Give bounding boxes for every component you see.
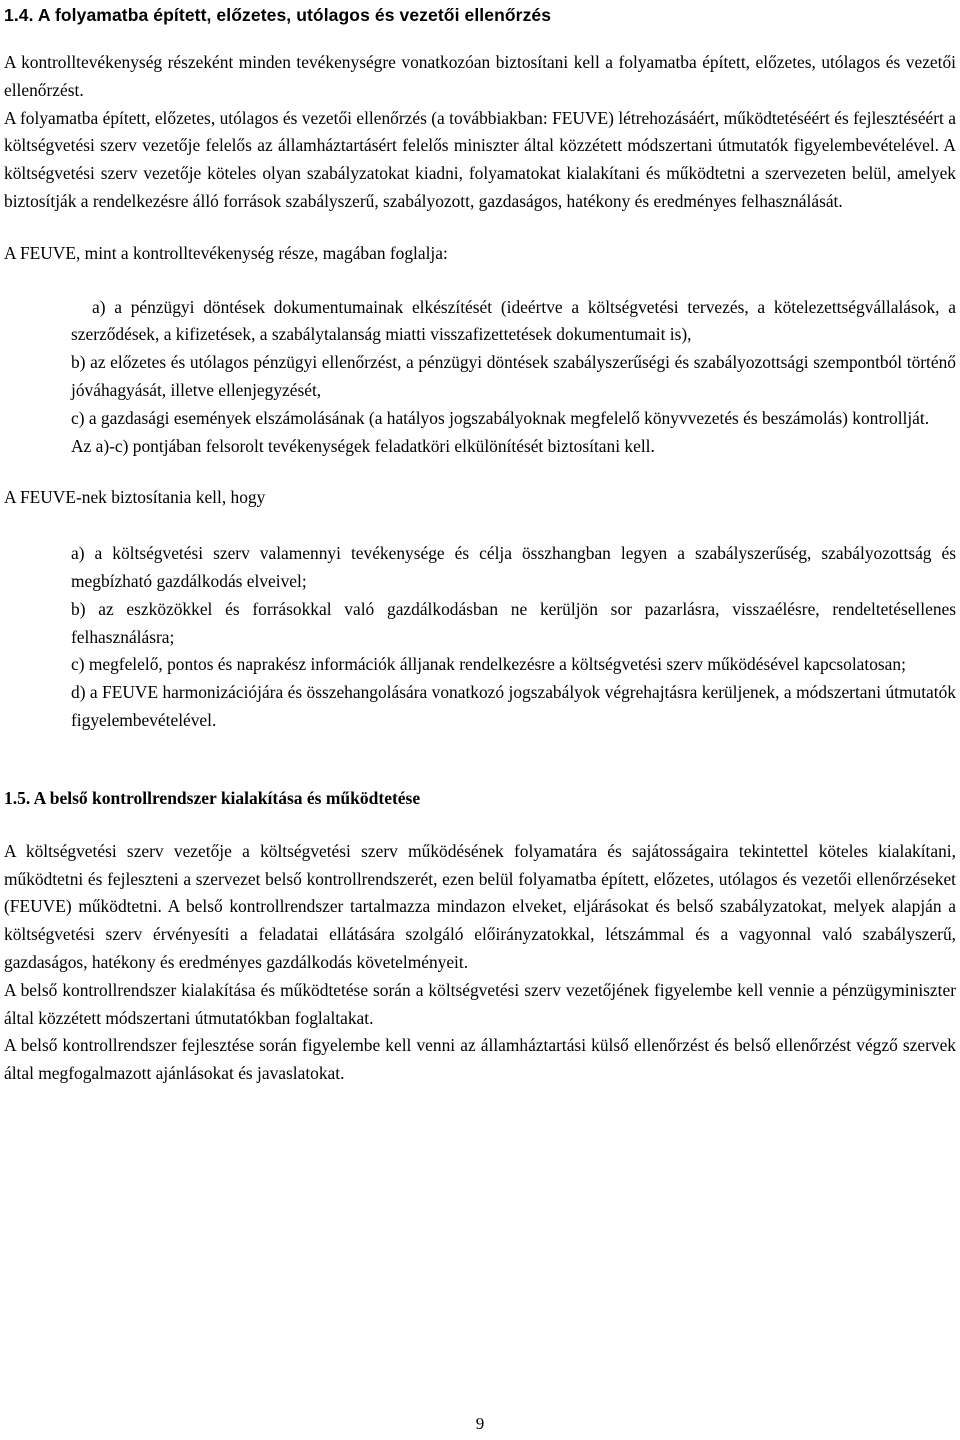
paragraph: A belső kontrollrendszer kialakítása és működtetése során a költségvetési szerv vezetőjének figyelembe kell vennie a pénzügyminiszter által közzétett módszertani útmutatókban foglaltakat. bbox=[4, 979, 956, 1028]
list-item: a) a költségvetési szerv valamennyi tevékenysége és célja összhangban legyen a szabályszerűség, szabályozottság és megbízható gazdálkodás elveivel; bbox=[71, 543, 956, 591]
section-heading-1-5: 1.5. A belső kontrollrendszer kialakítása és működtetése bbox=[4, 787, 421, 808]
document-page bbox=[4, 0, 956, 1088]
list-item: Az a)-c) pontjában felsorolt tevékenységek feladatköri elkülönítését biztosítani kell. bbox=[71, 435, 655, 456]
paragraph: A FEUVE-nek biztosítania kell, hogy bbox=[4, 487, 266, 508]
list-item: b) az előzetes és utólagos pénzügyi ellenőrzést, a pénzügyi döntések szabályszerűségi és szabályozottsági szempontból történő jóváhagyását, illetve ellenjegyzését, bbox=[71, 352, 956, 400]
list-item: a) a pénzügyi döntések dokumentumainak elkészítését (ideértve a költségvetési tervezés, a kötelezettségvállalások, a szerződések, a kifizetések, a szabálytalanság miatti visszafizettetések dokumentumait is), bbox=[71, 296, 956, 345]
page-number: 9 bbox=[475, 1414, 485, 1433]
paragraph: A folyamatba épített, előzetes, utólagos és vezetői ellenőrzés (a továbbiakban: FEUVE) létrehozásáért, működtetéséért és fejlesztéséért a költségvetési szerv vezetője felelős az államháztartásért felelős miniszter által közzétett módszertani útmutatók figyelembevételével. A költségvetési szerv vezetője köteles olyan szabályzatokat kiadni, folyamatokat kialakítani és működtetni a szervezeten belül, amelyek biztosítják a rendelkezésre álló források szabályszerű, szabályozott, gazdaságos, hatékony és eredményes felhasználását. bbox=[4, 107, 956, 211]
paragraph: A belső kontrollrendszer fejlesztése során figyelembe kell venni az államháztartási külső ellenőrzést és belső ellenőrzést végző szervek által megfogalmazott ajánlásokat és javaslatokat. bbox=[4, 1035, 956, 1084]
paragraph: A költségvetési szerv vezetője a költségvetési szerv működésének folyamatára és sajátosságaira tekintettel köteles kialakítani, működtetni és fejleszteni a szervezet belső kontrollrendszerét, ezen belül folyamatba épített, előzetes, utólagos és vezetői ellenőrzéseket (FEUVE) működtetni. A belső kontrollrendszer tartalmazza mindazon elveket, eljárásokat és belső szabályzatokat, melyek alapján a költségvetési szerv érvényesíti a feladatai ellátására szolgáló előirányzatokkal, létszámmal és a vagyonnal való szabályszerű, gazdaságos, hatékony és eredményes gazdálkodás követelményeit. bbox=[4, 840, 956, 972]
list-item: c) megfelelő, pontos és naprakész információk álljanak rendelkezésre a költségvetési szerv működésével kapcsolatosan; bbox=[71, 654, 906, 675]
list-item: c) a gazdasági események elszámolásának (a hatályos jogszabályoknak megfelelő könyvvezetés és beszámolás) kontrollját. bbox=[71, 407, 930, 428]
feuve-requirements-list bbox=[71, 540, 956, 735]
list-item: d) a FEUVE harmonizációjára és összehangolására vonatkozó jogszabályok végrehajtásra kerüljenek, a módszertani útmutatók figyelembevételével. bbox=[71, 682, 956, 730]
paragraph: A kontrolltevékenység részeként minden tevékenységre vonatkozóan biztosítani kell a folyamatba épített, előzetes, utólagos és vezetői ellenőrzést. bbox=[4, 52, 956, 100]
section-heading-1-4: 1.4. A folyamatba épített, előzetes, utólagos és vezetői ellenőrzés bbox=[4, 5, 552, 25]
list-item: b) az eszközökkel és forrásokkal való gazdálkodásban ne kerüljön sor pazarlásra, visszaélésre, rendeltetésellenes felhasználásra; bbox=[71, 598, 956, 647]
feuve-contents-list bbox=[71, 294, 956, 461]
paragraph: A FEUVE, mint a kontrolltevékenység része, magában foglalja: bbox=[4, 242, 448, 263]
